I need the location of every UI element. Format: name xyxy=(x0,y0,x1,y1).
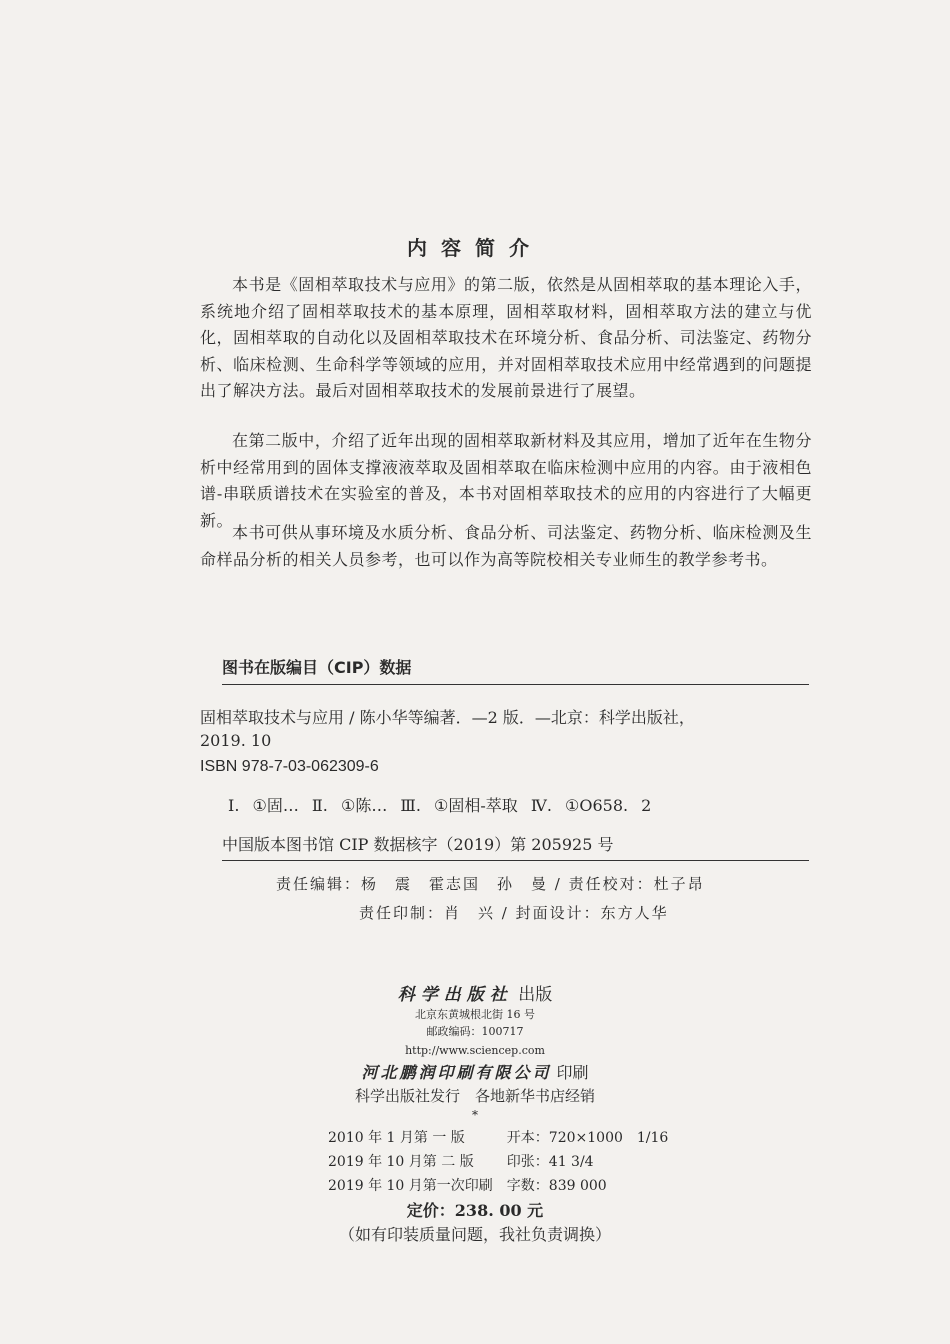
isbn: ISBN 978-7-03-062309-6 xyxy=(200,758,379,775)
edition-date: 2010 年 1 月第 一 版 xyxy=(328,1130,465,1146)
edition-date: 2019 年 10 月第一次印刷 xyxy=(328,1178,493,1194)
publisher-address: 北京东黄城根北街 16 号 xyxy=(415,1008,535,1021)
publisher-url: http://www.sciencep.com xyxy=(405,1044,545,1057)
publisher-line xyxy=(0,980,950,1005)
divider xyxy=(222,860,809,861)
cip-title: 图书在版编目（CIP）数据 xyxy=(222,658,412,677)
edition-row xyxy=(328,1175,668,1199)
edition-spec: 字数：839 000 xyxy=(506,1178,607,1194)
intro-paragraph: 本书可供从事环境及水质分析、食品分析、司法鉴定、药物分析、临床检测及生命样品分析的相关人员参考，也可以作为高等院校相关专业师生的教学参考书。 xyxy=(200,523,812,569)
cip-record-number: 中国版本图书馆 CIP 数据核字（2019）第 205925 号 xyxy=(222,835,614,854)
divider xyxy=(222,684,809,685)
price: 定价：238. 00 元 xyxy=(406,1201,544,1220)
editor-credits: 责任编辑：杨 震 霍志国 孙 曼 / 责任校对：杜子昂 xyxy=(276,875,705,893)
publisher-suffix: 出版 xyxy=(512,985,553,1005)
intro-paragraph: 本书是《固相萃取技术与应用》的第二版，依然是从固相萃取的基本理论入手，系统地介绍了固相萃取技术的基本原理，固相萃取材料，固相萃取方法的建立与优化，固相萃取的自动化以及固相萃取技术在环境分析、食品分析、司法鉴定、药物分析、临床检测、生命科学等领域的应用，并对固相萃取技术应用中经常遇到的问题提出了解决方法。最后对固相萃取技术的发展前景进行了展望。 xyxy=(200,275,812,400)
edition-row xyxy=(328,1151,668,1175)
production-credits: 责任印制：肖 兴 / 封面设计：东方人华 xyxy=(359,904,669,922)
printer-suffix: 印刷 xyxy=(551,1063,589,1082)
intro-title: 内容简介 xyxy=(407,236,543,260)
cip-classification: Ⅰ. ①固… Ⅱ. ①陈… Ⅲ. ①固相-萃取 Ⅳ. ①O658. 2 xyxy=(228,796,652,815)
edition-spec: 印张：41 3/4 xyxy=(506,1154,594,1170)
cip-date-line: 2019. 10 xyxy=(200,731,272,750)
edition-table xyxy=(328,1127,668,1199)
publisher-logo-text: 科学出版社 xyxy=(397,985,513,1005)
cip-bibliographic-line: 固相萃取技术与应用 / 陈小华等编著．—2 版．—北京：科学出版社， xyxy=(200,708,695,727)
printer-logo-text: 河北鹏润印刷有限公司 xyxy=(361,1063,552,1082)
printer-line xyxy=(0,1060,950,1083)
quality-note: （如有印装质量问题，我社负责调换） xyxy=(338,1225,611,1244)
separator-star: * xyxy=(472,1108,478,1122)
intro-paragraph: 在第二版中，介绍了近年出现的固相萃取新材料及其应用，增加了近年在生物分析中经常用到的固体支撑液液萃取及固相萃取在临床检测中应用的内容。由于液相色谱-串联质谱技术在实验室的普及，本书对固相萃取技术的应用的内容进行了大幅更新。 xyxy=(200,431,812,530)
edition-date: 2019 年 10 月第 二 版 xyxy=(328,1154,474,1170)
edition-spec: 开本：720×1000 1/16 xyxy=(506,1130,669,1146)
distribution-line: 科学出版社发行 各地新华书店经销 xyxy=(354,1087,595,1105)
edition-row xyxy=(328,1127,668,1151)
postal-code: 邮政编码：100717 xyxy=(426,1025,524,1038)
